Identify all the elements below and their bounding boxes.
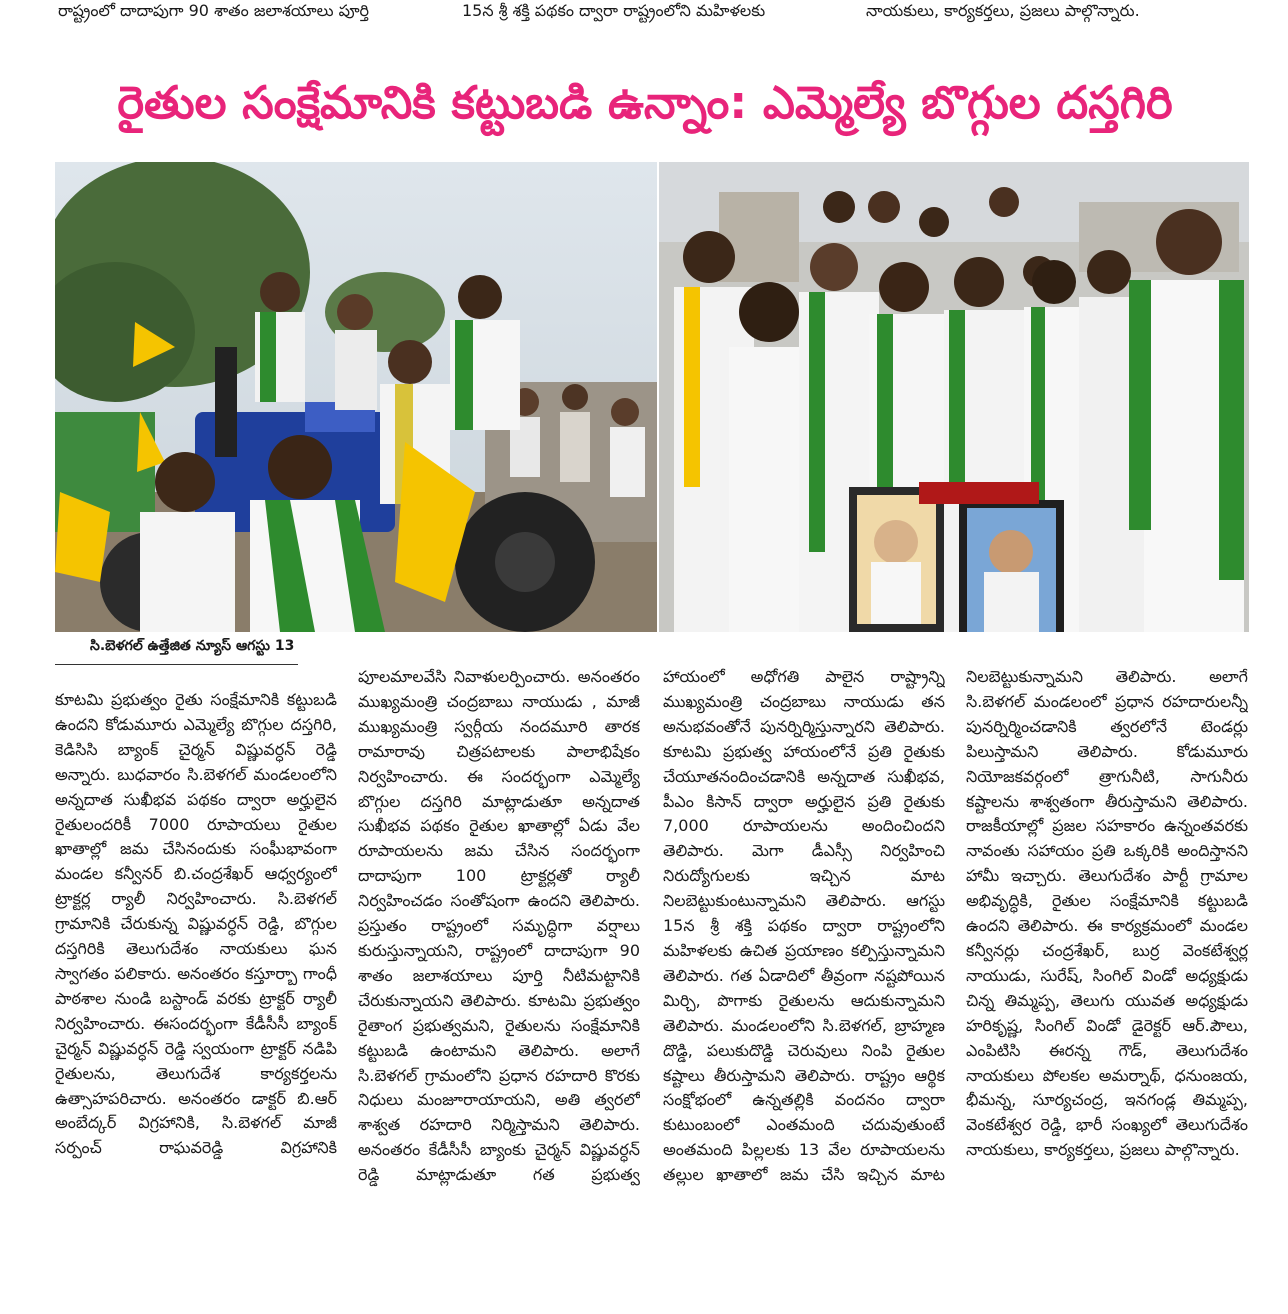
article-column-3 [663,665,945,1235]
dateline: సి.బెళగల్ ఉత్తేజిత న్యూస్ ఆగస్టు 13 [90,638,295,654]
strip-segment-1: రాష్ట్రంలో దాదాపుగా 90 శాతం జలాశయాలు పూర్తి [58,0,370,20]
adjacent-page-edge [1274,115,1288,1235]
article-column-2 [358,665,640,1235]
column-text: నిలబెట్టుకున్నామని తెలిపారు. అలాగే సి.బెళగల్ మండలంలో ప్రధాన రహదారులన్నీ పునర్నిర్మించడానికి త్వరలోనే టెండర్లు పిలుస్తామని తెలిపారు. కోడుమూరు నియోజకవర్గంలో త్రాగునీటి, సాగునీరు కష్టాలను శాశ్వతంగా తీరుస్తామని తెలిపారు. రాజకీయాల్లో ప్రజల సహకారం ఉన్నంతవరకు నావంతు సహాయం ప్రతి ఒక్కరికి అందిస్తానని హామీ ఇచ్చారు. తెలుగుదేశం పార్టీ గ్రామాల అభివృద్ధికి, రైతుల సంక్షేమానికి కట్టుబడి ఉందని తెలిపారు. ఈ కార్యక్రమంలో మండల కన్వీనర్లు చంద్రశేఖర్, బుర్ర వెంకటేశ్వర్ల నాయుడు, సురేష్, సింగిల్ విండో అధ్యక్షుడు చిన్న తిమ్మప్ప, తెలుగు యువత అధ్యక్షుడు హరికృష్ణ, సింగిల్ విండో డైరెక్టర్ ఆర్.పౌలు, ఎంపిటిసి ఈరన్న గౌడ్, తెలుగుదేశం నాయకులు పోలకల అమర్నాథ్, ధనుంజయ, భీమన్న, సూర్యచంద్ర, ఇనగండ్ల తిమ్మప్ప, వెంకటేశ్వర రెడ్డి, భారీ సంఖ్యలో తెలుగుదేశం నాయకులు, కార్యకర్తలు, ప్రజలు పాల్గొన్నారు. [966,667,1248,1160]
column-text: హాయంలో అధోగతి పాలైన రాష్ట్రాన్ని ముఖ్యమంత్రి చంద్రబాబు నాయుడు తన అనుభవంతోనే పునర్నిర్మిస్తున్నారని తెలిపారు. కూటమి ప్రభుత్వ హాయంలోనే ప్రతి రైతుకు చేయూతనందించడానికి అన్నదాత సుఖీభవ, పీఎం కిసాన్ ద్వారా అర్హులైన ప్రతి రైతుకు 7,000 రూపాయలను అందించిందని తెలిపారు. మెగా డీఎస్సీ నిర్వహించి నిరుద్యోగులకు ఇచ్చిన మాట నిలబెట్టుకుంటున్నామని తెలిపారు. ఆగస్టు 15న శ్రీ శక్తి పథకం ద్వారా రాష్ట్రంలోని మహిళలకు ఉచిత ప్రయాణం కల్పిస్తున్నామని తెలిపారు. గత ఏడాదిలో తీవ్రంగా నష్టపోయిన మిర్చి, పొగాకు రైతులను ఆదుకున్నామని తెలిపారు. మండలంలోని సి.బెళగల్, బ్రాహ్మణ దొడ్డి, పలుకుదొడ్డి చెరువులు నింపి రైతుల కష్టాలు తీరుస్తామని తెలిపారు. రాష్ట్రం ఆర్థిక సంక్షోభంలో ఉన్నతల్లికి వందనం ద్వారా కుటుంబంలో ఎంతమంది చదువుతుంటే అంతమంది పిల్లలకు 13 వేల రూపాయలను తల్లుల ఖాతాలో జమ చేసి ఇచ్చిన మాట [663,667,945,1185]
strip-segment-2: 15న శ్రీ శక్తి పథకం ద్వారా రాష్ట్రంలోని మహిళలకు [462,0,766,20]
headline: రైతుల సంక్షేమానికి కట్టుబడి ఉన్నాం: ఎమ్మెల్యే బొగ్గుల దస్తగిరి [117,76,1173,129]
article-column-1 [55,688,337,1258]
column-text: పూలమాలవేసి నివాళులర్పించారు. అనంతరం ముఖ్యమంత్రి చంద్రబాబు నాయుడు , మాజీ ముఖ్యమంత్రి స్వర్గీయ నందమూరి తారక రామారావు చిత్రపటాలకు పాలాభిషేకం నిర్వహించారు. ఈ సందర్భంగా ఎమ్మెల్యే బొగ్గుల దస్తగిరి మాట్లాడుతూ అన్నదాత సుఖీభవ పథకం రైతుల ఖాతాల్లో ఏడు వేల రూపాయలను జమ చేసిన సందర్భంగా దాదాపుగా 100 ట్రాక్టర్లతో ర్యాలీ నిర్వహించడం సంతోషంగా ఉందని తెలిపారు. ప్రస్తుతం రాష్ట్రంలో సమృద్ధిగా వర్షాలు కురుస్తున్నాయని, రాష్ట్రంలో దాదాపుగా 90 శాతం జలాశయాలు పూర్తి నీటిమట్టానికి చేరుకున్నాయని తెలిపారు. కూటమి ప్రభుత్వం రైతాంగ ప్రభుత్వమని, రైతులను సంక్షేమానికి కట్టుబడి ఉంటామని తెలిపారు. అలాగే సి.బెళగల్ గ్రామంలోని ప్రధాన రహదారి కొరకు నిధులు మంజూరాయాయని, అతి త్వరలో శాశ్వత రహదారి నిర్మిస్తామని తెలిపారు. అనంతరం కేడీసీసీ బ్యాంకు చైర్మన్ విష్ణువర్ధన్ రెడ్డి మాట్లాడుతూ గత ప్రభుత్వ [358,667,640,1185]
tractor-rally-image [55,162,657,632]
strip-segment-3: నాయకులు, కార్యకర్తలు, ప్రజలు పాల్గొన్నారు. [866,0,1140,20]
previous-article-strip [0,0,1288,24]
tractor-rally-photo [55,162,657,632]
column-text: కూటమి ప్రభుత్వం రైతు సంక్షేమానికి కట్టుబడి ఉందని కోడుమూరు ఎమ్మెల్యే బొగ్గుల దస్తగిరి, కెడిసిసి బ్యాంక్ చైర్మన్ విష్ణువర్ధన్ రెడ్డి అన్నారు. బుధవారం సి.బెళగల్ మండలంలోని అన్నదాత సుఖీభవ పథకం ద్వారా అర్హులైన రైతులందరికీ 7000 రూపాయలు రైతుల ఖాతాల్లో జమ చేసినందుకు సంఘీభావంగా మండల కన్వీనర్ బి.చంద్రశేఖర్ ఆధ్వర్యంలో ట్రాక్టర్ల ర్యాలీ నిర్వహించారు. సి.బెళగల్ గ్రామానికి చేరుకున్న విష్ణువర్ధన్ రెడ్డి, బొగ్గుల దస్తగిరికి తెలుగుదేశం నాయకులు ఘన స్వాగతం పలికారు. అనంతరం కస్తూర్బా గాంధీ పాఠశాల నుండి బస్టాండ్ వరకు ట్రాక్టర్ ర్యాలీ నిర్వహించారు. ఈసందర్భంగా కేడీసీసీ బ్యాంక్ చైర్మన్ విష్ణువర్ధన్ రెడ్డి స్వయంగా ట్రాక్టర్ నడిపి రైతులను, తెలుగుదేశ కార్యకర్తలను ఉత్సాహపరిచారు. అనంతరం డాక్టర్ బి.ఆర్ అంబేద్కర్ విగ్రహానికి, సి.బెళగల్ మాజీ సర్పంచ్ రాఘవరెడ్డి విగ్రహానికి [55,690,337,1158]
dateline-rule [55,664,298,665]
article-column-4 [966,665,1248,1235]
portrait-tribute-photo [659,162,1249,632]
portrait-tribute-image [659,162,1249,632]
